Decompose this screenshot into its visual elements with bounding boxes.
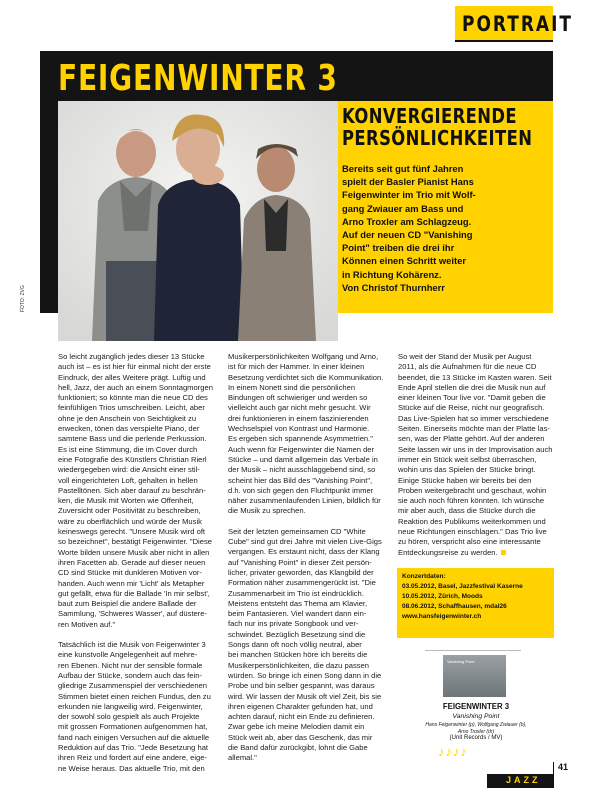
body-text-line: CD sind Stücke mit dunkleren Motiven vor- <box>58 568 202 578</box>
body-text-line: einer kleinen Tour live vor. "Damit geben die <box>398 393 546 403</box>
body-column-1 <box>58 352 226 774</box>
body-text-line: Tatsächlich ist die Musik von Feigenwinter 3 <box>58 640 206 650</box>
body-text-line: Zusammenarbeit im Trio ist eindrücklich. <box>228 588 364 598</box>
body-text-line: baut zum Beispiel die andere Ballade der <box>58 599 197 609</box>
body-text-line: scheint hier das Bild des "Vanishing Point", <box>228 475 373 485</box>
body-text-line: So weit der Stand der Musik per August <box>398 352 532 361</box>
album-label: (Unit Records / MV) <box>449 735 503 741</box>
body-text-line: ne Weise heraus. Das aktuelle Trio, mit den <box>58 763 205 773</box>
intro-author: Von Christof Thurnherr <box>342 281 445 293</box>
body-text-line: Zuversicht oder Positivität zu beschreiben, <box>58 506 201 516</box>
body-text-line: Songs dann oft noch völlig neutral, aber <box>228 640 362 650</box>
body-text-line: die Band dafür zurückgibt, lohnt die Gabe <box>228 742 368 752</box>
body-text-line: auch ist – es ist hier für einmal nicht der erste <box>58 362 211 372</box>
body-text-line: Reduktion auf das Trio. "Jede Besetzung hat <box>58 742 209 752</box>
body-text-line: neue Richtungen einschlagen." Das Trio live <box>398 527 547 537</box>
body-text-line: feinfühligen Trios umschreiben. Leicht, aber <box>58 403 205 413</box>
body-text-line: Entdeckungsreise zu werden. <box>398 548 553 558</box>
body-text-line: Auch wenn für Feigenwinter die Namen der <box>228 444 375 454</box>
body-text-line: voll eingerichteten Loft, gehalten in hellen <box>58 475 198 485</box>
page-number: 41 <box>558 762 569 772</box>
body-text-line: Es ist eine Stimmung, die im Cover durch <box>58 444 198 454</box>
body-text-line: ren Ebenen. Nicht nur der sensible formale <box>58 660 203 670</box>
body-text-line: sen, was der Platte gehört. Auf der anderen <box>398 434 545 444</box>
concert-dates-box <box>397 568 554 638</box>
body-text-line: zu hören, verspricht also eine interessante <box>398 537 541 547</box>
body-text-line: keineswegs gerecht. "Unsere Musik wird oft <box>58 527 206 537</box>
album-cover-text: Vanishing Point <box>447 659 475 664</box>
intro-line: spielt der Basler Pianist Hans <box>342 176 474 188</box>
body-text-line: Seite lassen wir uns in der Improvisation auch <box>398 444 553 454</box>
website-link[interactable]: www.hansfeigenwinter.ch <box>402 613 482 620</box>
body-text-line: näher zusammenlaufenden Linien, bildlich für <box>228 496 381 506</box>
album-credits-line: Hans Feigenwinter (p), Wolfgang Zwiauer (b), <box>425 722 527 728</box>
body-text-line: erkunden nie langweilig wird. Feigenwinter, <box>58 701 203 711</box>
album-title: Vanishing Point <box>452 713 500 720</box>
body-text-line: erwecken, tönen das verspielte Piano, der <box>58 424 200 434</box>
body-text-line: vielleicht auch gar nicht mehr gesucht. Wir <box>228 403 371 413</box>
section-label: PORTRAIT <box>462 12 574 37</box>
body-text-line: ihren Reiz und fordert auf eine andere, eige- <box>58 753 208 763</box>
body-text-line: bei manchen Stücken höre ich bereits die <box>228 650 368 660</box>
body-text-line: Bindungen oft schwieriger und werden so <box>228 393 368 403</box>
intro-line: in Richtung Kohärenz. <box>342 268 442 280</box>
body-text-line: Seiten. Einerseits möchte man der Platte las- <box>398 424 550 434</box>
body-text-line: Ende April stellen die drei die Musik nun auf <box>398 382 546 392</box>
body-text-line <box>58 630 226 640</box>
rating-notes-icon: ♪♪♪♪ <box>438 744 468 759</box>
body-text-line: Wechselspiel von Kontrast und Harmonie. <box>228 424 370 434</box>
body-text-line: Aufbau der Stücke, sondern auch das fein- <box>58 670 202 680</box>
body-text-line: Probe und bin selber gespannt, was daraus <box>228 681 375 691</box>
body-text-line: In einem Nonett sind die persönlichen <box>228 382 356 392</box>
body-text-line: So leicht zugänglich jedes dieser 13 Stücke <box>58 352 205 361</box>
body-text-line: würden. So bringe ich einen Song dann in die <box>228 670 382 680</box>
body-text-line: Cube" sind gut drei Jahre mit vielen Live-Gigs <box>228 537 382 547</box>
body-text-line: ren Motiven auf." <box>58 619 116 629</box>
band-photo <box>58 101 338 341</box>
body-text-line: immer ein Stück weit selbst überraschen, <box>398 454 537 464</box>
body-text-line: gliedrige Zusammenspiel der verschiedenen <box>58 681 208 691</box>
body-text-line: ken, die Musik mit Worten wie Offenheit, <box>58 496 194 506</box>
body-text-line: Meistens entsteht das Thema am Klavier, <box>228 598 368 608</box>
body-text-line: d.h. von sich gegen den Fluchtpunkt immer <box>228 485 374 495</box>
body-text-line: Stücke auf die Reise, nicht nur geografisch. <box>398 403 545 413</box>
body-text-line: mir aber auch, dass die Stücke durch die <box>398 506 536 516</box>
album-cover <box>443 655 506 697</box>
body-text-line: wiedergegeben wird: die Ansicht einer stil- <box>58 465 200 475</box>
body-text-line: Stimmen bietet einen reichen Fundus, den zu <box>58 691 211 701</box>
body-text-line: beim Fantasieren. Viel wandert dann ein- <box>228 609 367 619</box>
body-text-line: Worte bilden unsere Musik aber nicht in allen <box>58 547 210 557</box>
body-text-line: auf "Vanishing Point" in dieser Zeit persön- <box>228 557 372 567</box>
body-text-line: ihren Facetten ab. Gerade auf dieser neuen <box>58 557 206 567</box>
body-text-line: der sowohl solo gespielt als auch Projekte <box>58 712 200 722</box>
body-text-line: Proben weitergebracht und geschaut, wohin <box>398 485 547 495</box>
body-text-line: drei funktionieren in einem faszinierenden <box>228 413 369 423</box>
intro-line: Bereits seit gut fünf Jahren <box>342 163 464 174</box>
body-text-line: Zwar gebe ich meine Melodien damit ein <box>228 722 365 732</box>
article-intro <box>342 162 547 294</box>
body-text-line: hell, Jazz, der auch an einem Sonntagmorgen <box>58 382 213 392</box>
magazine-name: JAZZ <box>506 775 541 785</box>
intro-line: Arno Troxler am Schlagzeug. <box>342 215 472 227</box>
album-credits-line: Arno Troxler (dr) <box>457 729 495 735</box>
body-text-line: achten darauf, nicht ein Ende zu definieren. <box>228 712 375 722</box>
body-text-line: Es ergeben sich spannende Asymmetrien." <box>228 434 373 444</box>
body-text-line: fand nach einigen Versuchen auf die aktuelle <box>58 732 210 742</box>
body-text-line: mit grossen Formationen aufgenommen hat, <box>58 722 208 732</box>
body-text-line: Pastelltönen. Sich aber darauf zu beschrän- <box>58 485 206 495</box>
body-text-line: funktioniert; so könnte man die neue CD des <box>58 393 208 403</box>
concert-date: 03.05.2012, Basel, Jazzfestival Kaserne <box>402 583 523 590</box>
body-text-line: Eindruck, der alles Weitere prägt. Luftig und <box>58 372 206 382</box>
intro-line: gang Zwiauer am Bass und <box>342 202 464 214</box>
body-text-line: 2011, als die Aufnahmen für die neue CD <box>398 362 537 372</box>
body-text-line: eine Fotografie des Künstlers Christian Rierl <box>58 454 207 464</box>
body-text-line: wäre zu oberflächlich und würde der Musik <box>58 516 202 526</box>
body-text-line: Seit der letzten gemeinsamen CD "White <box>228 526 366 536</box>
body-text-line <box>228 517 393 527</box>
body-text-line: samtene Bass und die perlende Perkussion. <box>58 434 207 444</box>
footer-rule <box>553 762 554 788</box>
body-text-line: allemal." <box>228 753 257 763</box>
concert-date: 10.05.2012, Zürich, Moods <box>402 593 483 600</box>
end-of-article-marker <box>501 550 506 555</box>
body-column-2 <box>228 352 393 764</box>
body-text-line: Reaktion des Publikums weiterkommen und <box>398 516 546 526</box>
body-text-line: so bezeichnet", bestätigt Feigenwinter. "Diese <box>58 537 212 547</box>
intro-line: Feigenwinter im Trio mit Wolf- <box>342 189 476 201</box>
body-text-line: gut gefällt, etwa für die Ballade 'In mir selbst', <box>58 588 210 598</box>
body-text-line: licher, privater geworden, das Klangbild der <box>228 567 374 577</box>
concert-heading: Konzertdaten: <box>402 573 446 580</box>
body-text-line: Das Live-Spielen hat so immer verschiedene <box>398 413 549 423</box>
body-text-line: die Musik zu sprechen. <box>228 506 306 516</box>
body-text-line: Stück weit ab, aber das Geschenk, das mir <box>228 732 373 742</box>
body-text-line: handen. Auch wenn mir 'Licht' als Metapher <box>58 578 205 588</box>
article-subtitle-line1: KONVERGIERENDE <box>342 104 518 128</box>
intro-line: Point" treiben die drei ihr <box>342 242 455 254</box>
body-text-line: sie auch noch führen könnten. Ich wünsche <box>398 496 545 506</box>
body-text-line: Formation näher zusammengerückt ist. "Die <box>228 578 376 588</box>
body-text-line: schwindet. Bezüglich Besetzung sind die <box>228 629 366 639</box>
concert-date: 08.06.2012, Schaffhausen, mdal26 <box>402 603 507 610</box>
body-text-line: eine kunstvolle Angelegenheit auf mehre- <box>58 650 198 660</box>
body-text-line: ohne je den Anschein von Seichtigkeit zu <box>58 413 197 423</box>
intro-line: Auf der neuen CD "Vanishing <box>342 229 473 241</box>
body-text-line: vergangen. Es erstaunt nicht, dass der Klang <box>228 547 380 557</box>
body-text-line: Musikerpersönlichkeiten Wolfgang und Arno, <box>228 352 379 361</box>
album-credits <box>405 722 547 736</box>
body-text-line: Stücke – und damit allgemein das Verbale in <box>228 454 378 464</box>
body-text-line: der Musik – nicht ausschlaggebend sind, so <box>228 465 376 475</box>
body-text-line: wird. Wir lassen der Musik oft viel Zeit, bis sie <box>228 691 382 701</box>
body-column-3 <box>398 352 553 558</box>
intro-line: Können einen Schritt weiter <box>342 255 466 267</box>
body-text-line: ihren eigenen Charakter gefunden hat, und <box>228 701 373 711</box>
body-text-line: wohin uns das Spielen der Stücke bringt. <box>398 465 536 475</box>
body-text-line: Musikerpersönlichkeiten, die dazu passen <box>228 660 369 670</box>
body-text-line: fach nur ins private Songbook und ver- <box>228 619 359 629</box>
body-text-line: beendet, die 13 Stücke im Kasten waren. Seit <box>398 372 552 382</box>
album-artist: FEIGENWINTER 3 <box>442 702 510 711</box>
body-text-line: Einige Stücke haben wir bereits bei den <box>398 475 532 485</box>
body-text-line: ist für mich der Hammer. In einer kleinen <box>228 362 365 372</box>
body-text-line: Besetzung verdichtet sich die Kommunikation. <box>228 372 384 382</box>
article-subtitle-line2: PERSÖNLICHKEITEN <box>342 126 533 150</box>
photo-credit: FOTO: ZVG <box>20 285 26 312</box>
body-text-line: Sammlung, 'Schweres Wasser', auf düstere- <box>58 609 208 619</box>
article-title: FEIGENWINTER 3 <box>58 58 338 99</box>
